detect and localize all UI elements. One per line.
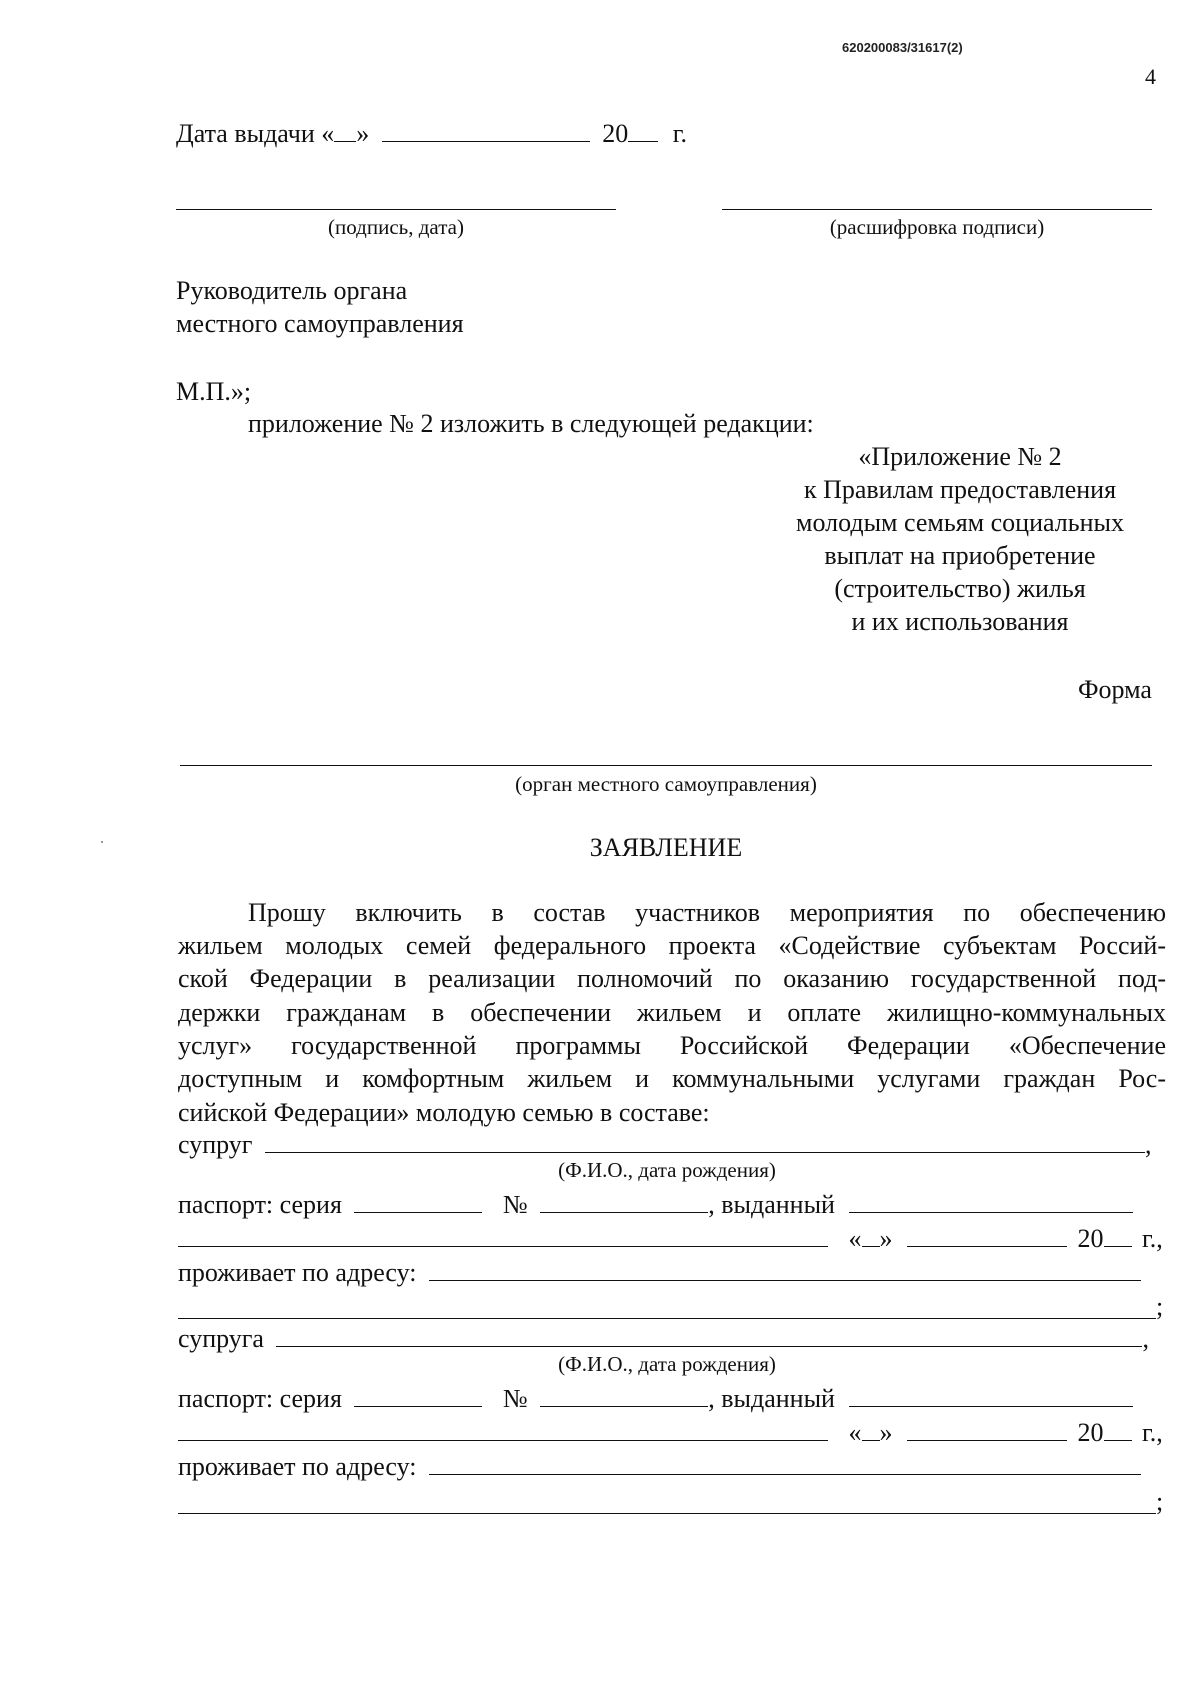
- wife-address-continued-field[interactable]: [178, 1513, 1156, 1514]
- appendix-line: и их использования: [851, 607, 1069, 636]
- husband-issue-date-row: [178, 1222, 1168, 1254]
- document-title: ЗАЯВЛЕНИЕ: [589, 833, 743, 862]
- paragraph-line: доступным и комфортным жильем и коммунальными услугами граждан Рос-: [178, 1064, 1166, 1093]
- issue-year-suffix: г.: [672, 119, 688, 148]
- husband-passport-issuer-field[interactable]: [849, 1188, 1133, 1213]
- husband-passport-number-field[interactable]: [540, 1188, 708, 1213]
- issue-date-mid: »: [356, 119, 370, 148]
- appendix-line: «Приложение № 2: [858, 442, 1062, 471]
- husband-address-continued-field[interactable]: [178, 1318, 1156, 1319]
- husband-address-row: [178, 1256, 1168, 1288]
- page-number: 4: [1145, 64, 1156, 89]
- wife-address-row: [178, 1450, 1168, 1482]
- husband-issue-month-field[interactable]: [907, 1222, 1067, 1247]
- wife-address-field[interactable]: [429, 1450, 1141, 1475]
- address-label: проживает по адресу:: [178, 1452, 417, 1481]
- issue-date-label: Дата выдачи «: [176, 119, 335, 148]
- passport-issued-label: , выданный: [708, 1384, 835, 1413]
- issue-year-prefix: 20: [602, 119, 629, 148]
- passport-number-sign: №: [502, 1190, 528, 1219]
- wife-issuer-continued-field[interactable]: [178, 1416, 828, 1441]
- wife-issue-year-field[interactable]: [1104, 1416, 1132, 1441]
- authority-caption: (орган местного самоуправления): [515, 772, 817, 796]
- appendix-line: к Правилам предоставления: [803, 475, 1117, 504]
- husband-label: супруг: [178, 1130, 253, 1159]
- year-prefix: 20: [1077, 1418, 1104, 1447]
- husband-address-field[interactable]: [429, 1256, 1141, 1281]
- address-label: проживает по адресу:: [178, 1258, 417, 1287]
- date-close-quote: »: [879, 1224, 893, 1253]
- row-end-comma: ,: [1142, 1324, 1149, 1353]
- paragraph-line: сийской Федерации» молодую семью в составе:: [178, 1098, 710, 1127]
- wife-name-caption: (Ф.И.О., дата рождения): [558, 1352, 776, 1376]
- husband-name-caption: (Ф.И.О., дата рождения): [558, 1158, 776, 1182]
- paragraph-line: держки гражданам в обеспечении жильем и оплате жилищно-коммунальных: [178, 998, 1166, 1027]
- issue-day-field[interactable]: [334, 117, 356, 142]
- husband-passport-row: [178, 1188, 1168, 1220]
- paragraph-line: услуг» государственной программы Российской Федерации «Обеспечение: [178, 1031, 1166, 1060]
- wife-passport-number-field[interactable]: [540, 1382, 708, 1407]
- signature-decode-line[interactable]: [722, 209, 1152, 210]
- issue-date-line: [176, 117, 687, 149]
- husband-passport-series-field[interactable]: [354, 1188, 482, 1213]
- appendix-line: выплат на приобретение: [824, 541, 1096, 570]
- wife-name-field[interactable]: [276, 1322, 1142, 1347]
- passport-series-label: паспорт: серия: [178, 1384, 342, 1413]
- row-end-semicolon: ;: [1156, 1292, 1164, 1321]
- appendix-line: молодым семьям социальных: [796, 508, 1124, 537]
- husband-name-row: [178, 1128, 1168, 1160]
- signature-decode-caption: (расшифровка подписи): [829, 215, 1045, 239]
- passport-issued-label: , выданный: [708, 1190, 835, 1219]
- date-close-quote: »: [879, 1418, 893, 1447]
- paragraph-line: жильем молодых семей федерального проекта «Содействие субъектам Россий-: [178, 931, 1166, 960]
- husband-name-field[interactable]: [265, 1128, 1145, 1153]
- date-open-quote: «: [848, 1418, 862, 1447]
- passport-series-label: паспорт: серия: [178, 1190, 342, 1219]
- paragraph-line: ской Федерации в реализации полномочий по оказанию государственной под-: [178, 964, 1166, 993]
- row-end-semicolon: ;: [1156, 1487, 1164, 1516]
- year-suffix: г.,: [1142, 1418, 1163, 1447]
- wife-passport-row: [178, 1382, 1168, 1414]
- scan-speck: [101, 841, 103, 843]
- issue-month-field[interactable]: [382, 117, 590, 142]
- signature-caption: (подпись, дата): [328, 215, 464, 239]
- wife-label: супруга: [178, 1324, 264, 1353]
- authority-line[interactable]: [180, 765, 1152, 766]
- row-end-comma: ,: [1144, 1130, 1152, 1159]
- head-title-line1: Руководитель органа: [176, 276, 408, 305]
- paragraph-line: Прошу включить в состав участников мероприятия по обеспечению: [248, 898, 1166, 927]
- head-title-line2: местного самоуправления: [176, 309, 464, 338]
- instruction-text: приложение № 2 изложить в следующей редакции:: [248, 409, 814, 438]
- wife-issue-month-field[interactable]: [907, 1416, 1067, 1441]
- appendix-line: (строительство) жилья: [834, 574, 1086, 603]
- husband-issuer-continued-field[interactable]: [178, 1222, 828, 1247]
- wife-passport-issuer-field[interactable]: [849, 1382, 1133, 1407]
- appendix-block: [760, 440, 1160, 638]
- form-label: Форма: [1078, 675, 1152, 704]
- year-suffix: г.,: [1142, 1224, 1163, 1253]
- date-open-quote: «: [848, 1224, 862, 1253]
- wife-name-row: [178, 1322, 1168, 1354]
- issue-year-field[interactable]: [628, 117, 658, 142]
- wife-issue-day-field[interactable]: [862, 1416, 880, 1441]
- stamp-mark: М.П.»;: [176, 377, 252, 406]
- signature-line[interactable]: [176, 209, 616, 210]
- wife-passport-series-field[interactable]: [354, 1382, 482, 1407]
- passport-number-sign: №: [502, 1384, 528, 1413]
- document-number: 620200083/31617(2): [842, 40, 963, 55]
- husband-issue-day-field[interactable]: [862, 1222, 880, 1247]
- wife-issue-date-row: [178, 1416, 1168, 1448]
- husband-issue-year-field[interactable]: [1104, 1222, 1132, 1247]
- year-prefix: 20: [1077, 1224, 1104, 1253]
